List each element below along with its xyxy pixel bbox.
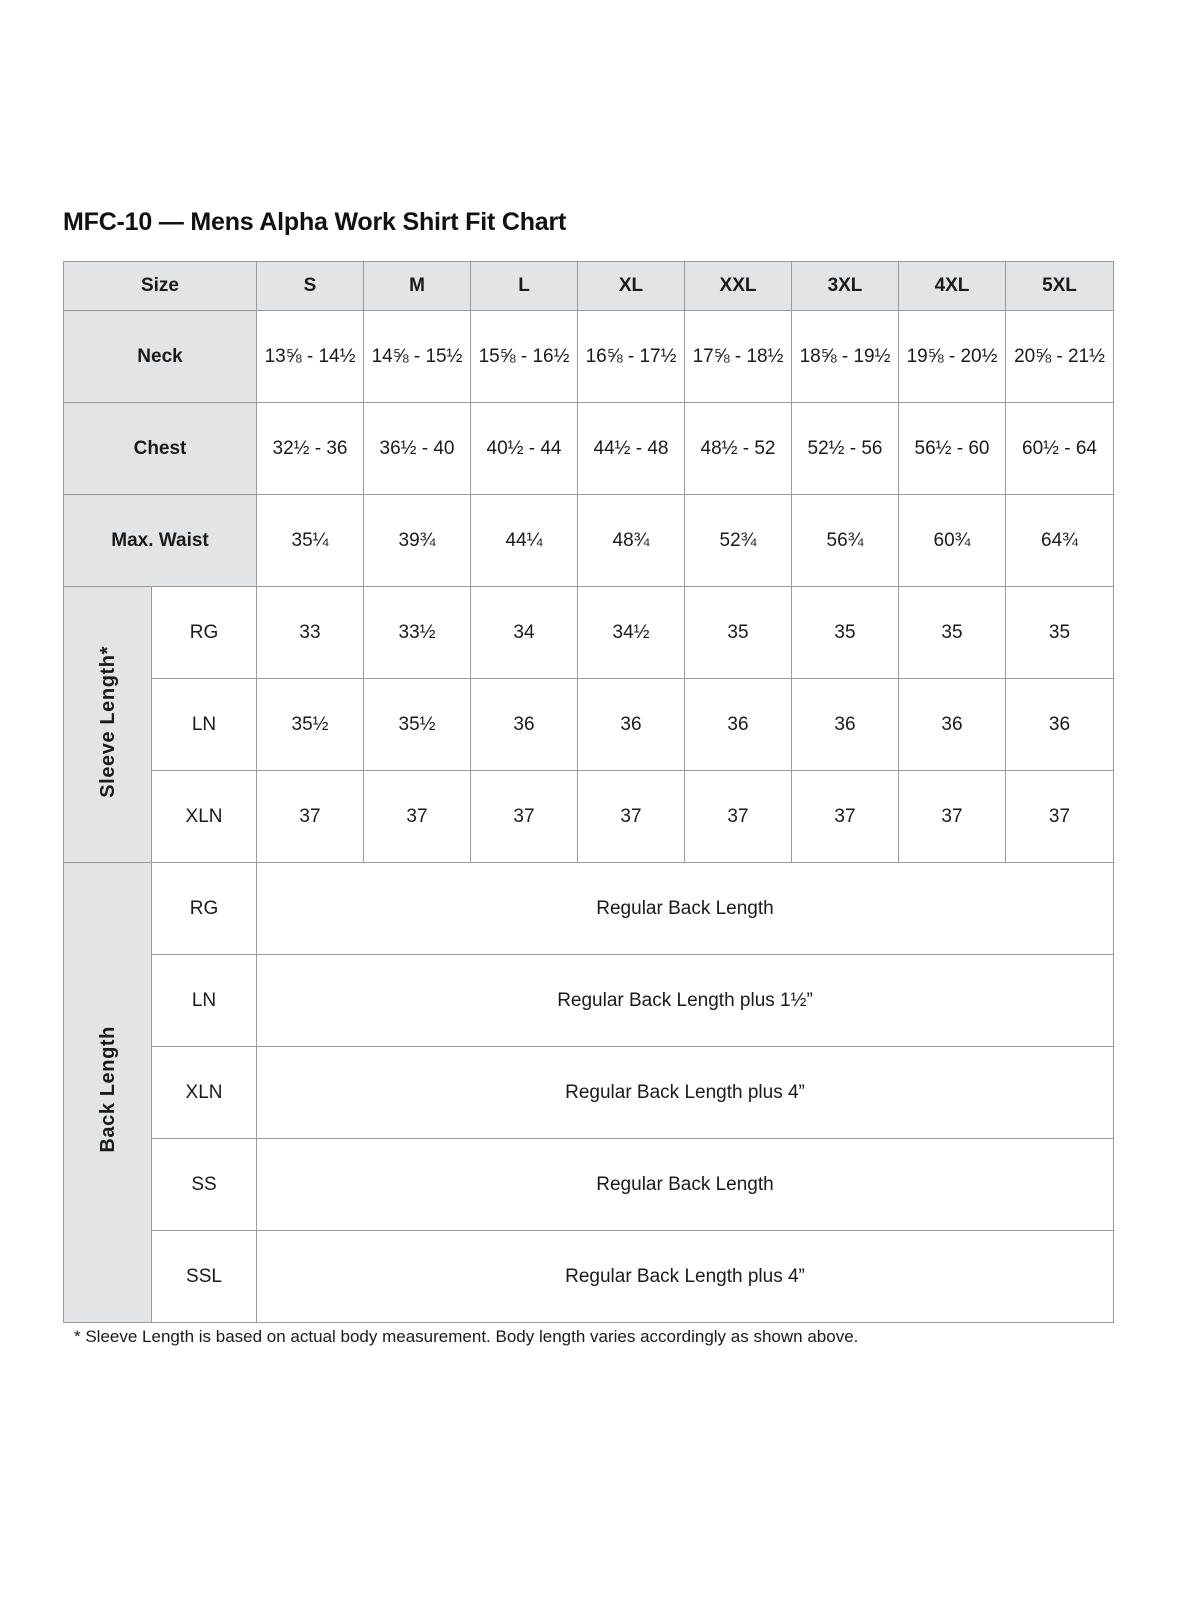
neck-value-5xl: 20⅝ - 21½ bbox=[1006, 311, 1114, 403]
table-row-back-ss bbox=[64, 1139, 1114, 1231]
back-sub-label-rg: RG bbox=[152, 863, 257, 955]
row-label-neck: Neck bbox=[64, 311, 257, 403]
max-waist-value-l: 44¼ bbox=[471, 495, 578, 587]
max-waist-value-m: 39¾ bbox=[364, 495, 471, 587]
neck-value-4xl: 19⅝ - 20½ bbox=[899, 311, 1006, 403]
back-length-text-ss: Regular Back Length bbox=[257, 1139, 1114, 1231]
neck-value-xxl: 17⅝ - 18½ bbox=[685, 311, 792, 403]
back-sub-label-ssl: SSL bbox=[152, 1231, 257, 1323]
section-label-back-length bbox=[64, 863, 152, 1323]
sleeve-xln-value-xl: 37 bbox=[578, 771, 685, 863]
column-header-3xl: 3XL bbox=[792, 262, 899, 311]
table-row-sleeve-xln bbox=[64, 771, 1114, 863]
back-length-text-ln: Regular Back Length plus 1½” bbox=[257, 955, 1114, 1047]
sleeve-rg-value-m: 33½ bbox=[364, 587, 471, 679]
sleeve-rg-value-3xl: 35 bbox=[792, 587, 899, 679]
back-length-text-rg: Regular Back Length bbox=[257, 863, 1114, 955]
chest-value-s: 32½ - 36 bbox=[257, 403, 364, 495]
sleeve-rg-value-4xl: 35 bbox=[899, 587, 1006, 679]
sleeve-xln-value-5xl: 37 bbox=[1006, 771, 1114, 863]
neck-value-l: 15⅝ - 16½ bbox=[471, 311, 578, 403]
sleeve-rg-value-s: 33 bbox=[257, 587, 364, 679]
table-row-neck bbox=[64, 311, 1114, 403]
chest-value-3xl: 52½ - 56 bbox=[792, 403, 899, 495]
sleeve-ln-value-m: 35½ bbox=[364, 679, 471, 771]
column-header-5xl: 5XL bbox=[1006, 262, 1114, 311]
table-row-sleeve-rg bbox=[64, 587, 1114, 679]
page-title: MFC-10 — Mens Alpha Work Shirt Fit Chart bbox=[63, 208, 567, 236]
footnote: * Sleeve Length is based on actual body measurement. Body length varies accordingly as shown above. bbox=[74, 1327, 859, 1346]
sleeve-ln-value-s: 35½ bbox=[257, 679, 364, 771]
max-waist-value-3xl: 56¾ bbox=[792, 495, 899, 587]
back-sub-label-ln: LN bbox=[152, 955, 257, 1047]
back-sub-label-xln: XLN bbox=[152, 1047, 257, 1139]
chest-value-xl: 44½ - 48 bbox=[578, 403, 685, 495]
section-label-sleeve-length bbox=[64, 587, 152, 863]
chest-value-4xl: 56½ - 60 bbox=[899, 403, 1006, 495]
column-header-size: Size bbox=[64, 262, 257, 311]
chest-value-5xl: 60½ - 64 bbox=[1006, 403, 1114, 495]
table-row-back-ln bbox=[64, 955, 1114, 1047]
sleeve-sub-label-xln: XLN bbox=[152, 771, 257, 863]
max-waist-value-xxl: 52¾ bbox=[685, 495, 792, 587]
section-label-back-length-text: Back Length bbox=[96, 1026, 119, 1153]
sleeve-ln-value-5xl: 36 bbox=[1006, 679, 1114, 771]
column-header-xxl: XXL bbox=[685, 262, 792, 311]
sleeve-ln-value-l: 36 bbox=[471, 679, 578, 771]
sleeve-xln-value-xxl: 37 bbox=[685, 771, 792, 863]
column-header-s: S bbox=[257, 262, 364, 311]
column-header-m: M bbox=[364, 262, 471, 311]
fit-chart-table bbox=[63, 261, 1114, 1323]
row-label-max-waist: Max. Waist bbox=[64, 495, 257, 587]
table-row-sleeve-ln bbox=[64, 679, 1114, 771]
column-header-4xl: 4XL bbox=[899, 262, 1006, 311]
sleeve-xln-value-s: 37 bbox=[257, 771, 364, 863]
sleeve-sub-label-ln: LN bbox=[152, 679, 257, 771]
sleeve-sub-label-rg: RG bbox=[152, 587, 257, 679]
sleeve-rg-value-xl: 34½ bbox=[578, 587, 685, 679]
sleeve-rg-value-xxl: 35 bbox=[685, 587, 792, 679]
sleeve-rg-value-l: 34 bbox=[471, 587, 578, 679]
neck-value-xl: 16⅝ - 17½ bbox=[578, 311, 685, 403]
column-header-xl: XL bbox=[578, 262, 685, 311]
sleeve-ln-value-3xl: 36 bbox=[792, 679, 899, 771]
back-length-text-xln: Regular Back Length plus 4” bbox=[257, 1047, 1114, 1139]
sleeve-xln-value-m: 37 bbox=[364, 771, 471, 863]
table-row-back-rg bbox=[64, 863, 1114, 955]
back-sub-label-ss: SS bbox=[152, 1139, 257, 1231]
sleeve-ln-value-xxl: 36 bbox=[685, 679, 792, 771]
sleeve-xln-value-4xl: 37 bbox=[899, 771, 1006, 863]
fit-chart-body bbox=[64, 262, 1114, 1323]
max-waist-value-5xl: 64¾ bbox=[1006, 495, 1114, 587]
table-row-max-waist bbox=[64, 495, 1114, 587]
table-row-back-xln bbox=[64, 1047, 1114, 1139]
back-length-text-ssl: Regular Back Length plus 4” bbox=[257, 1231, 1114, 1323]
column-header-l: L bbox=[471, 262, 578, 311]
max-waist-value-xl: 48¾ bbox=[578, 495, 685, 587]
chest-value-m: 36½ - 40 bbox=[364, 403, 471, 495]
table-header-row bbox=[64, 262, 1114, 311]
table-row-chest bbox=[64, 403, 1114, 495]
sleeve-ln-value-xl: 36 bbox=[578, 679, 685, 771]
neck-value-m: 14⅝ - 15½ bbox=[364, 311, 471, 403]
table-row-back-ssl bbox=[64, 1231, 1114, 1323]
neck-value-3xl: 18⅝ - 19½ bbox=[792, 311, 899, 403]
sleeve-xln-value-l: 37 bbox=[471, 771, 578, 863]
sleeve-ln-value-4xl: 36 bbox=[899, 679, 1006, 771]
sleeve-xln-value-3xl: 37 bbox=[792, 771, 899, 863]
max-waist-value-s: 35¼ bbox=[257, 495, 364, 587]
neck-value-s: 13⅝ - 14½ bbox=[257, 311, 364, 403]
max-waist-value-4xl: 60¾ bbox=[899, 495, 1006, 587]
sleeve-rg-value-5xl: 35 bbox=[1006, 587, 1114, 679]
chest-value-xxl: 48½ - 52 bbox=[685, 403, 792, 495]
section-label-sleeve-length-text: Sleeve Length* bbox=[96, 645, 119, 798]
row-label-chest: Chest bbox=[64, 403, 257, 495]
chest-value-l: 40½ - 44 bbox=[471, 403, 578, 495]
